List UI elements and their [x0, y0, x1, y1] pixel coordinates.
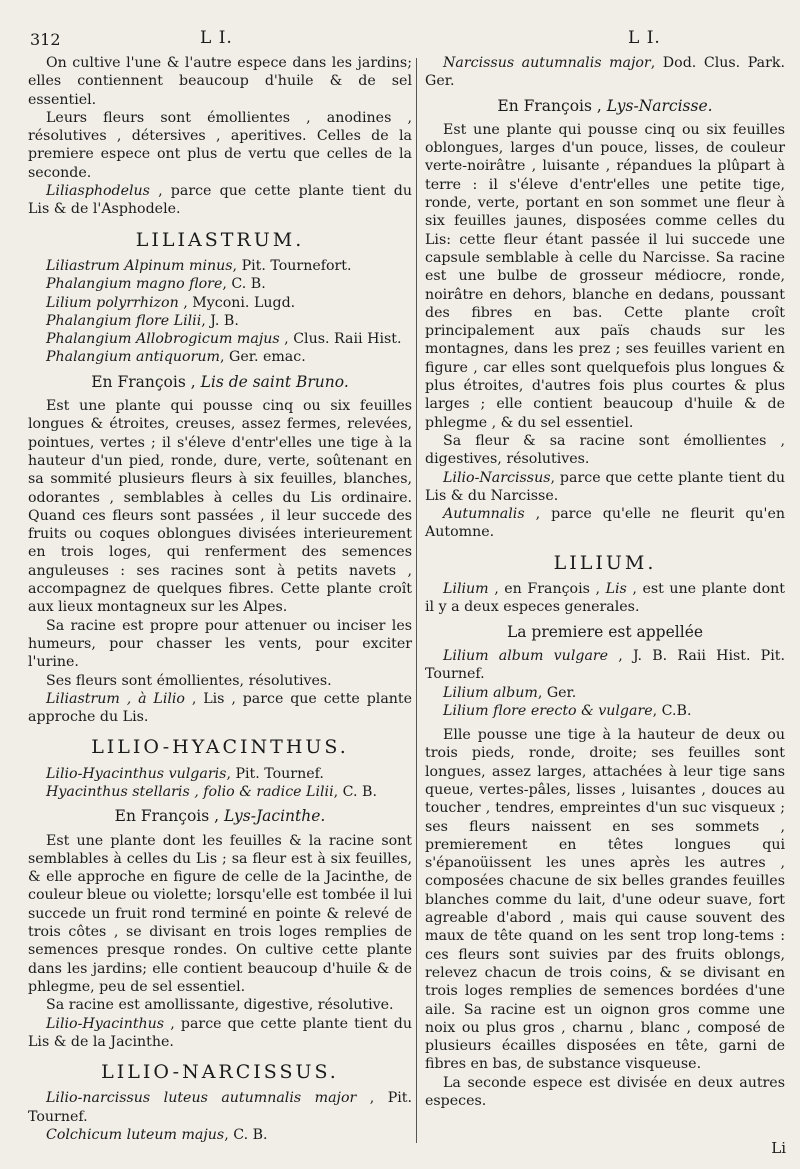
term: Lilio-Narcissus — [443, 469, 551, 486]
right-column — [425, 54, 785, 1110]
text: , en François , — [488, 581, 606, 598]
left-running-head: L I. — [200, 28, 233, 48]
synonym-line — [28, 330, 412, 348]
paragraph — [425, 469, 785, 506]
page-number: 312 — [30, 30, 61, 49]
paragraph — [28, 182, 412, 219]
term: Lis — [605, 581, 627, 598]
latin-name: Hyacinthus stellaris , folio & radice Lilii — [46, 783, 334, 800]
citation: , Clus. Raii Hist. — [279, 331, 402, 348]
citation: , Dod. Clus. Park. Ger. — [425, 55, 785, 90]
section-heading-lilio-narcissus: LILIO-NARCISSUS. — [101, 1061, 339, 1084]
paragraph: Leurs fleurs sont émollientes , anodines , résolutives , détersives , aperitives. Celles de la premiere espece ont plus de vertu que celles de la seconde. — [28, 109, 412, 181]
term: Liliastrum , à Lilio — [46, 690, 185, 707]
synonym-line — [425, 684, 785, 702]
catchword: Li — [771, 1139, 786, 1157]
latin-name: Phalangium antiquorum — [46, 349, 220, 366]
paragraph: La seconde espece est divisée en deux autres especes. — [425, 1074, 785, 1110]
synonym-line — [28, 294, 412, 312]
term: Lilium — [443, 581, 489, 598]
citation: , Pit. Tournef. — [226, 765, 324, 782]
paragraph: Ses fleurs sont émollientes, résolutives. — [46, 672, 332, 689]
paragraph — [425, 580, 785, 617]
citation: , Ger. emac. — [219, 349, 306, 366]
text: , parce que cette plante tient du Lis & de l'Asphodele. — [28, 183, 412, 218]
paragraph: Sa racine est propre pour attenuer ou inciser les humeurs, pour chasser les vents, pour exciter l'urine. — [28, 617, 412, 671]
citation: , C. B. — [224, 1127, 268, 1144]
french-name-line — [425, 97, 785, 115]
french-name: Lys-Narcisse. — [606, 96, 713, 115]
synonym-line — [28, 257, 412, 275]
synonym-line — [28, 348, 412, 366]
paragraph: Est une plante dont les feuilles & la racine sont semblables à celles du Lis ; sa fleur est à six feuilles, & elle approche en figure de celle de la Jacinthe, de couleur bleue ou violette; lorsqu'elle est tombée il lui succede un fruit rond terminé en pointe & relevé de trois côtes , se divisant en trois loges remplies de semences presque rondes. On cultive cette plante dans les jardins; elle contient beaucoup d'huile & de phlegme, peu de sel essentiel. — [28, 832, 412, 995]
label: En François , — [91, 372, 201, 391]
synonym-line — [28, 312, 412, 330]
text: , est une plante dont il y a deux especes generales. — [425, 581, 785, 616]
citation: , Myconi. Lugd. — [178, 294, 296, 311]
latin-name: Lilio-Hyacinthus vulgaris — [46, 765, 227, 782]
synonym-line — [28, 275, 412, 293]
citation: , J. B. — [201, 312, 239, 329]
latin-name: Lilium flore erecto & vulgare — [443, 702, 653, 719]
label: En François , — [114, 807, 224, 826]
citation: , J. B. Raii Hist. Pit. Tournef. — [425, 647, 785, 683]
section-heading-lilio-hyacinthus: LILIO-HYACINTHUS. — [91, 736, 349, 759]
synonym-line — [425, 54, 785, 91]
synonym-line — [425, 647, 785, 684]
paragraph — [28, 690, 412, 727]
paragraph — [28, 1015, 412, 1052]
citation: , Pit. Tournefort. — [232, 257, 352, 274]
paragraph: Sa fleur & sa racine sont émollientes , digestives, résolutives. — [425, 432, 785, 468]
latin-name: Lilium album — [443, 684, 538, 701]
synonym-line — [28, 1089, 412, 1126]
section-heading-liliastrum: LILIASTRUM. — [135, 228, 305, 251]
paragraph: Est une plante qui pousse cinq ou six feuilles oblongues, larges d'un pouce, lisses, de couleur verte-noirâtre , luisante , répandues la plûpart à terre : il s'éleve d'entr'elles une petite tige, ronde, verte, portant en son sommet une fleur à six feuilles jaunes, disposées comme celles du Lis: cette fleur étant passée il lui succede une capsule semblable à celle du Narcisse. Sa racine est une bulbe de grosseur médiocre, ronde, noirâtre en dehors, blanche en dedans, poussant des fibres en bas. Cette plante croît principalement aux païs chauds sur les montagnes, dans les prez ; ses feuilles varient en figure , car elles sont quelquefois plus longues & plus étroites, d'autres fois plus courtes & plus larges ; elle contient beaucoup d'huile & de phlegme , & du sel essentiel. — [425, 121, 785, 431]
synonym-line — [28, 783, 412, 801]
paragraph — [425, 505, 785, 542]
label: En François , — [497, 96, 607, 115]
latin-name: Lilium album vulgare — [443, 647, 609, 664]
latin-name: Lilium polyrrhizon — [46, 294, 179, 311]
latin-name: Phalangium Allobrogicum majus — [46, 331, 280, 348]
latin-name: Narcissus autumnalis major — [443, 55, 651, 71]
citation: , C. B. — [222, 276, 266, 293]
latin-name: Phalangium magno flore — [46, 276, 223, 293]
section-heading-lilium: LILIUM. — [553, 551, 657, 574]
french-name: Lis de saint Bruno. — [200, 372, 349, 391]
text: , parce qu'elle ne fleurit qu'en Automne. — [425, 506, 785, 541]
synonym-line — [28, 765, 412, 783]
text: , parce que cette plante tient du Lis & du Narcisse. — [425, 469, 785, 504]
latin-name: Colchicum luteum majus — [46, 1127, 225, 1144]
subheading: La premiere est appellée — [506, 622, 704, 641]
text: , Lis , parce que cette plante approche du Lis. — [28, 690, 413, 726]
french-name-line — [28, 373, 412, 391]
term: Liliasphodelus — [46, 183, 150, 200]
citation: , C. B. — [333, 783, 377, 800]
paragraph: Elle pousse une tige à la hauteur de deux ou trois pieds, ronde, droite; ses feuilles sont longues, assez larges, attachées à leur tige sans queue, vertes-pâles, lisses , luisantes , douces au toucher , tendres, empreintes d'un suc visqueux ; ses fleurs naissent en ses sommets , premierement en têtes longues qui s'épanoüissent les unes après les autres , composées chacune de six belles grandes feuilles blanches comme du lait, d'une odeur suave, fort agreable d'abord , mais qui cause souvent des maux de tête quand on les sent trop long-tems : ces fleurs sont suivies par des fruits oblongs, relevez chacun de trois coins, & se divisant en trois loges remplies de semences bordées d'une aile. Sa racine est un oignon gros comme une noix ou plus gros , charnu , blanc , composé de plusieurs écailles disposées en tête, garni de fibres en bas, de substance visqueuse. — [425, 727, 785, 1073]
synonym-line — [425, 702, 785, 720]
latin-name: Liliastrum Alpinum minus — [46, 257, 233, 274]
paragraph: Sa racine est amollissante, digestive, résolutive. — [46, 997, 394, 1014]
citation: , Ger. — [537, 684, 577, 701]
text: , parce que cette plante tient du Lis & de la Jacinthe. — [28, 1015, 412, 1050]
synonym-line — [28, 1126, 412, 1144]
left-column — [28, 54, 412, 1144]
right-running-head: L I. — [628, 28, 661, 48]
paragraph: On cultive l'une & l'autre espece dans les jardins; elles contiennent beaucoup d'huile & de sel essentiel. — [28, 55, 412, 108]
french-name-line — [28, 807, 412, 825]
french-name: Lys-Jacinthe. — [223, 807, 326, 826]
column-divider — [416, 58, 417, 1143]
term: Lilio-Hyacinthus — [46, 1015, 165, 1032]
latin-name: Lilio-narcissus luteus autumnalis major — [46, 1090, 357, 1107]
latin-name: Phalangium flore Lilii — [46, 312, 202, 329]
citation: , C.B. — [652, 702, 692, 719]
citation: , Pit. Tournef. — [28, 1090, 412, 1125]
term: Autumnalis — [443, 506, 525, 523]
paragraph: Est une plante qui pousse cinq ou six feuilles longues & étroites, creuses, assez fermes, relevées, pointues, vertes ; il s'éleve d'entr'elles une tige à la hauteur d'un pied, ronde, dure, verte, soûtenant en sa sommité plusieurs fleurs à six feuilles, blanches, odorantes , semblables à celles du Lis ordinaire. Quand ces fleurs sont passées , il leur succede des fruits ou coques oblongues divisées interieurement en trois loges, qui renferment des semences anguleuses : ses racines sont à petits navets , accompagnez de quelques fibres. Cette plante croît aux lieux montagneux sur les Alpes. — [28, 398, 412, 616]
